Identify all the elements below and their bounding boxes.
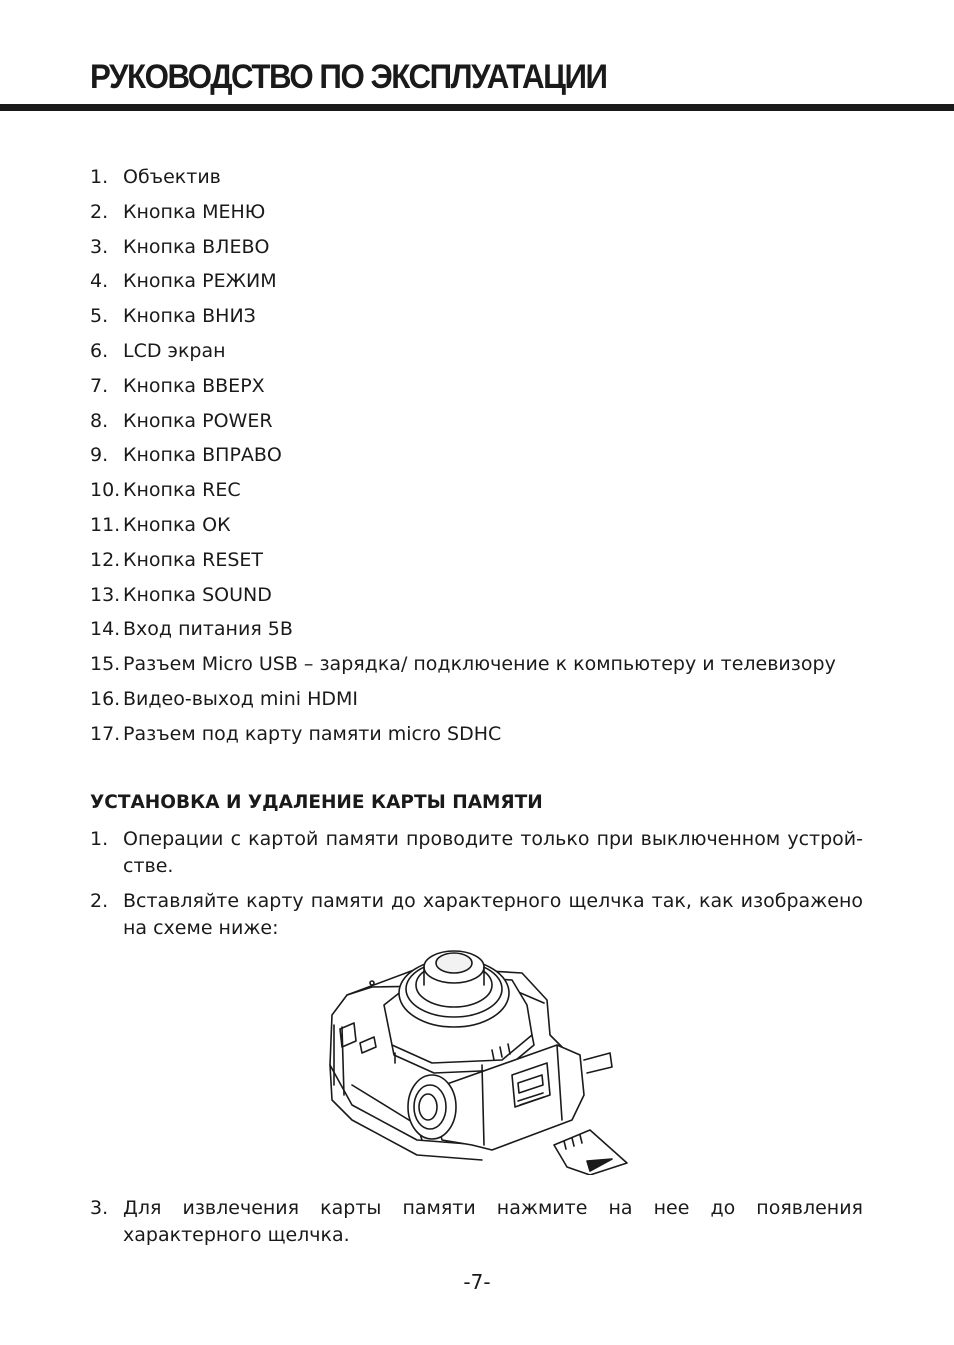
list-item-number: 16. bbox=[90, 687, 121, 710]
list-item-number: 2. bbox=[90, 200, 109, 223]
parts-list bbox=[90, 163, 836, 755]
list-item-number: 5. bbox=[90, 305, 109, 328]
list-item bbox=[90, 546, 836, 581]
list-item bbox=[90, 163, 836, 198]
step-text: Вставляйте карту памяти до характерного щелчка так, как изображено на схеме ниже: bbox=[123, 890, 863, 939]
list-item bbox=[90, 337, 836, 372]
step-number: 1. bbox=[90, 828, 109, 850]
list-item-label: Разъем под карту памяти micro SDHC bbox=[123, 722, 502, 745]
header-rule bbox=[0, 104, 954, 111]
list-item bbox=[90, 511, 836, 546]
list-item bbox=[90, 650, 836, 685]
list-item bbox=[90, 198, 836, 233]
steps-list-continued bbox=[90, 1195, 863, 1249]
list-item-number: 13. bbox=[90, 583, 121, 606]
list-item bbox=[90, 302, 836, 337]
list-item-label: Кнопка ВПРАВО bbox=[123, 444, 282, 467]
step-number: 2. bbox=[90, 890, 109, 912]
list-item-number: 8. bbox=[90, 409, 109, 432]
list-item-number: 11. bbox=[90, 513, 121, 536]
list-item-number: 17. bbox=[90, 722, 121, 745]
step-number: 3. bbox=[90, 1197, 109, 1219]
list-item-label: Кнопка REC bbox=[123, 479, 241, 502]
camera-sd-card-illustration bbox=[322, 945, 632, 1175]
list-item-label: Объектив bbox=[123, 166, 221, 188]
list-item bbox=[90, 615, 836, 650]
list-item-label: Кнопка РЕЖИМ bbox=[123, 270, 277, 293]
step-text: Для извлечения карты памяти нажмите на нее до появления характерного щелчка. bbox=[123, 1197, 863, 1246]
page-number: -7- bbox=[463, 1270, 491, 1294]
list-item-number: 7. bbox=[90, 374, 109, 397]
list-item bbox=[90, 441, 836, 476]
steps-list bbox=[90, 826, 863, 942]
list-item-label: Видео-выход mini HDMI bbox=[123, 687, 358, 710]
list-item-label: Кнопка ВВЕРХ bbox=[123, 374, 265, 397]
list-item-label: Разъем Micro USB – зарядка/ подключение к компьютеру и телевизору bbox=[123, 653, 836, 676]
list-item-number: 14. bbox=[90, 618, 121, 641]
list-item-number: 12. bbox=[90, 548, 121, 571]
list-item-number: 1. bbox=[90, 166, 109, 188]
list-item-label: Вход питания 5В bbox=[123, 618, 293, 641]
list-item bbox=[90, 685, 836, 720]
step-item bbox=[90, 826, 863, 880]
list-item bbox=[90, 581, 836, 616]
list-item-number: 3. bbox=[90, 235, 109, 258]
list-item-label: Кнопка POWER bbox=[123, 409, 273, 432]
step-text: Операции с картой памяти проводите только при выключенном устрой-стве. bbox=[123, 828, 863, 877]
list-item-number: 9. bbox=[90, 444, 109, 467]
list-item-label: LCD экран bbox=[123, 339, 226, 362]
list-item bbox=[90, 720, 836, 755]
step-item bbox=[90, 888, 863, 942]
list-item-number: 15. bbox=[90, 653, 121, 676]
step-item bbox=[90, 1195, 863, 1249]
list-item bbox=[90, 267, 836, 302]
list-item bbox=[90, 372, 836, 407]
list-item-number: 4. bbox=[90, 270, 109, 293]
list-item-label: Кнопка SOUND bbox=[123, 583, 272, 606]
list-item-label: Кнопка ВНИЗ bbox=[123, 305, 256, 328]
list-item bbox=[90, 476, 836, 511]
list-item-label: Кнопка ОК bbox=[123, 513, 231, 536]
list-item-label: Кнопка МЕНЮ bbox=[123, 200, 266, 223]
list-item-label: Кнопка RESET bbox=[123, 548, 263, 571]
list-item bbox=[90, 233, 836, 268]
list-item-number: 6. bbox=[90, 339, 109, 362]
page-header-title: РУКОВОДСТВО ПО ЭКСПЛУАТАЦИИ bbox=[90, 58, 607, 96]
section-title: УСТАНОВКА И УДАЛЕНИЕ КАРТЫ ПАМЯТИ bbox=[90, 792, 543, 813]
list-item-label: Кнопка ВЛЕВО bbox=[123, 235, 270, 258]
list-item bbox=[90, 407, 836, 442]
list-item-number: 10. bbox=[90, 479, 121, 502]
